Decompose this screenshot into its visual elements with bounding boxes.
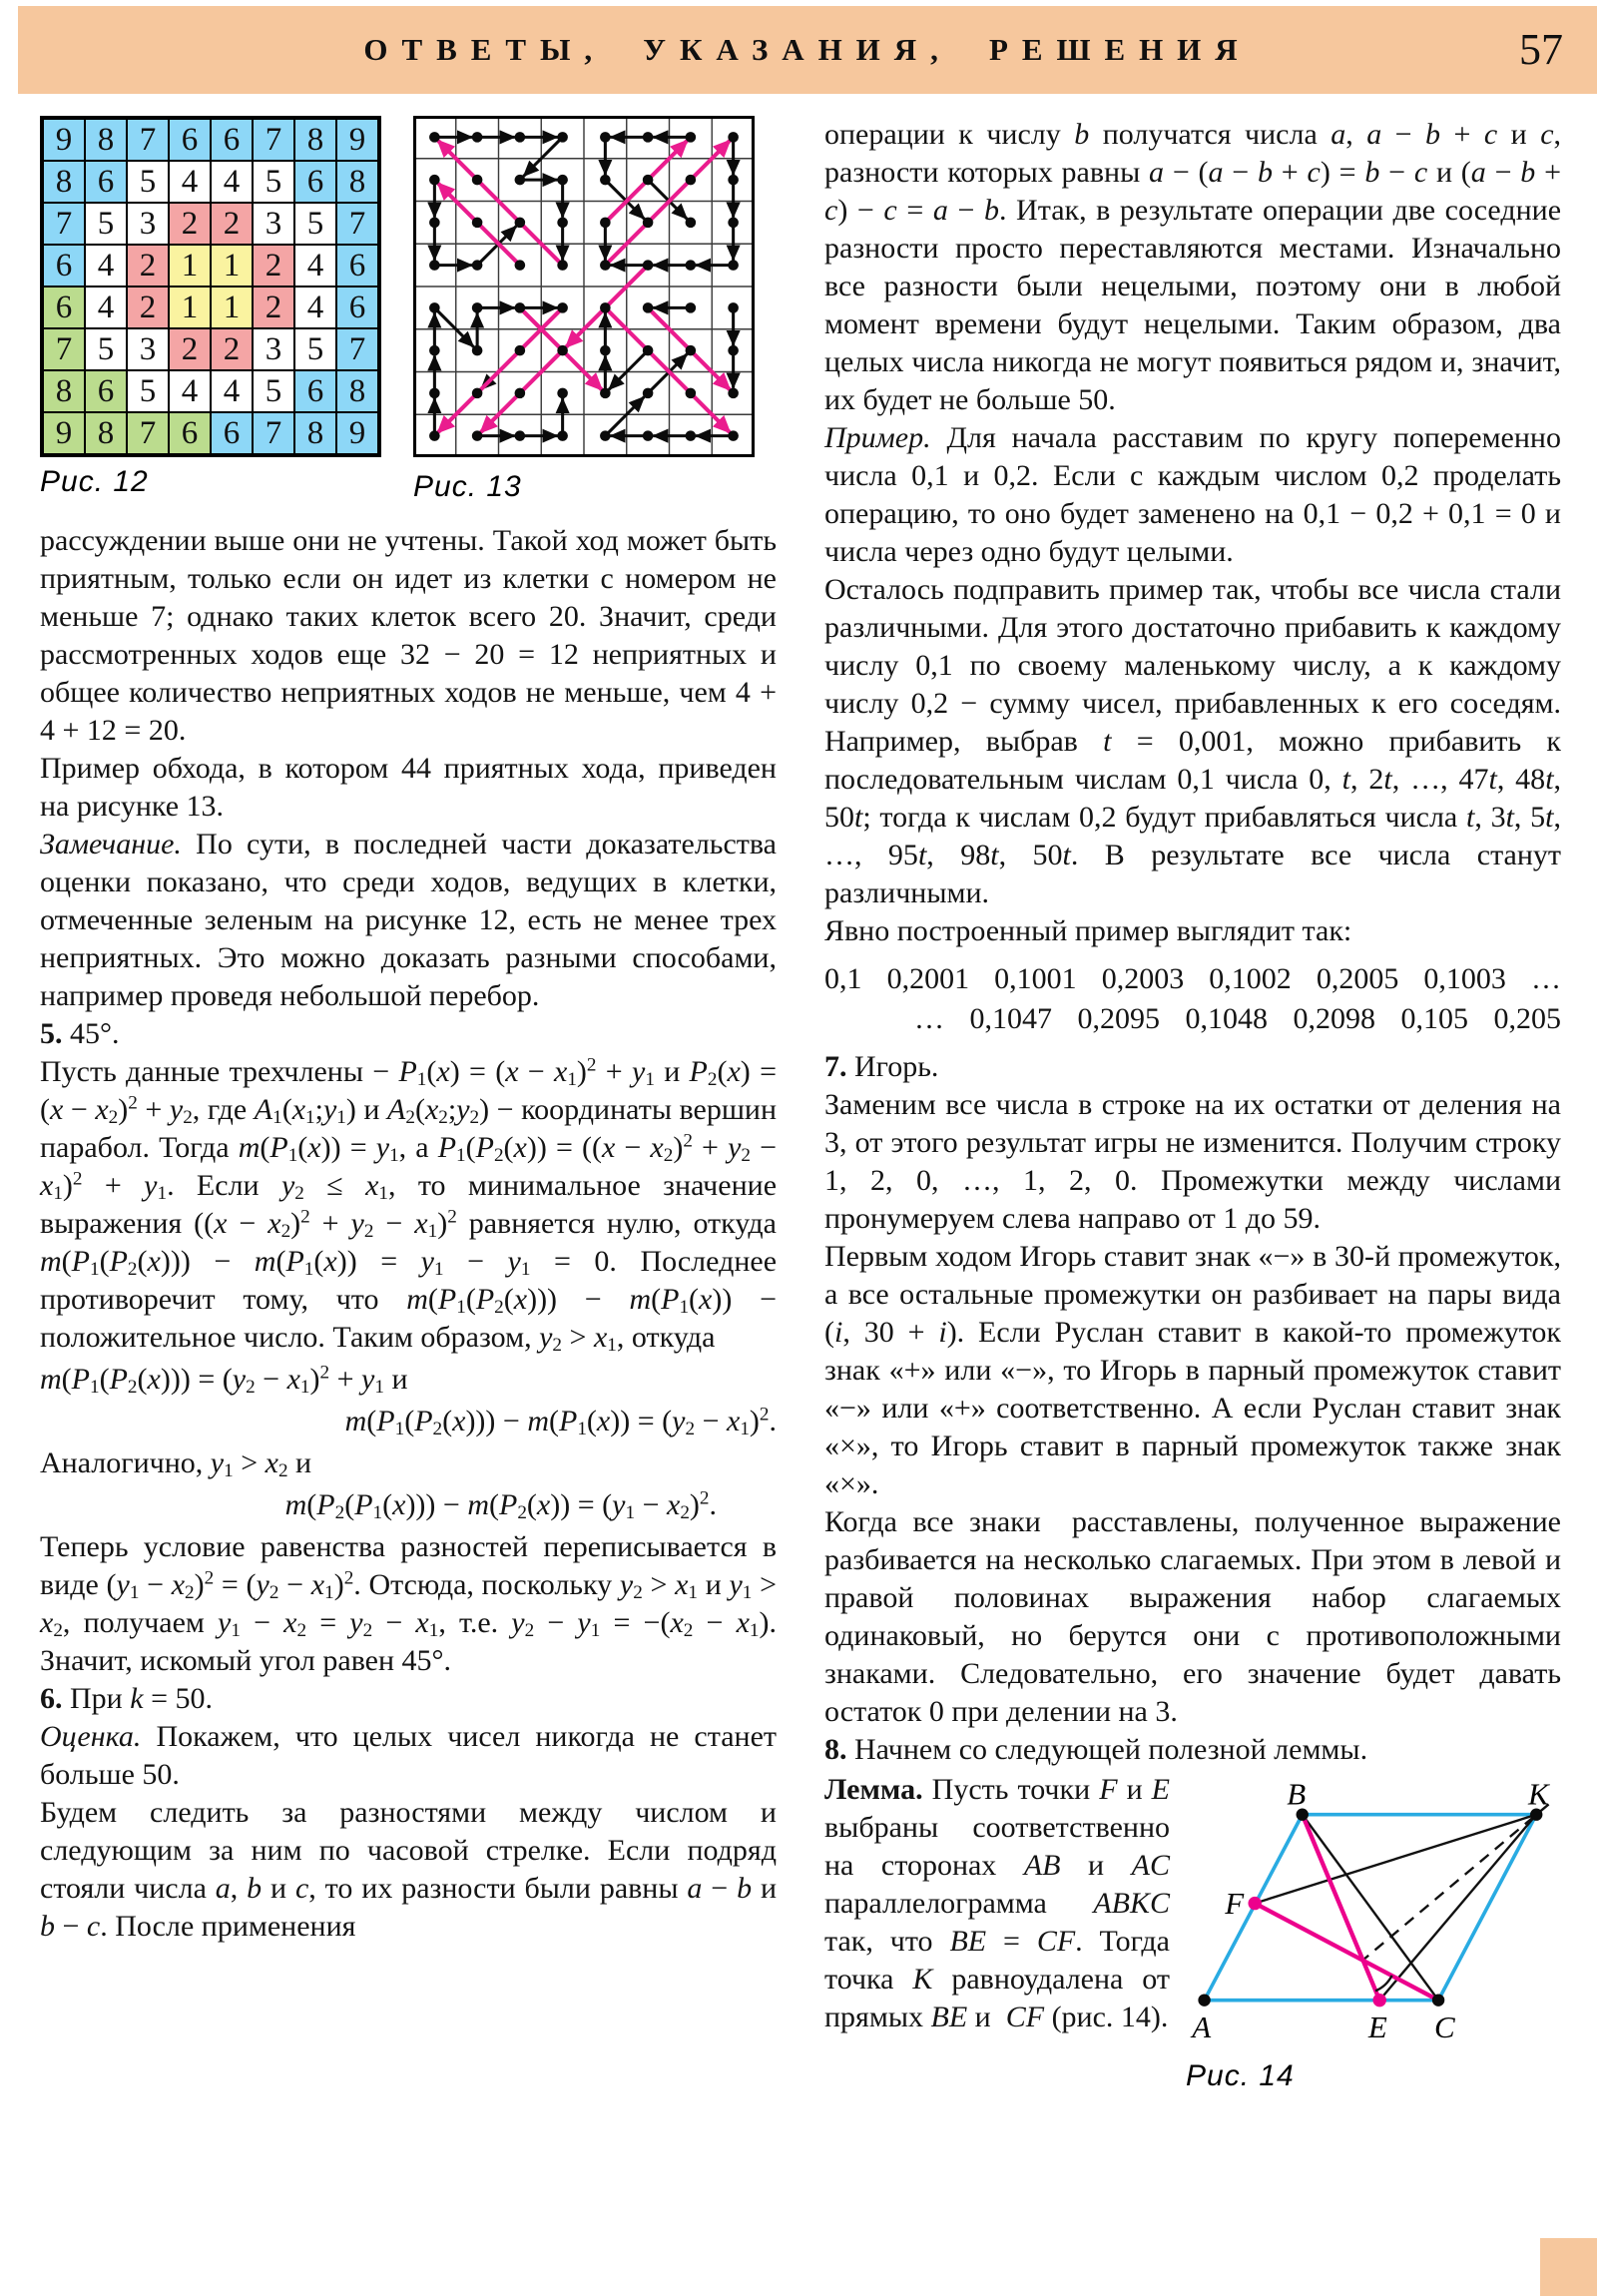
grid-cell: 5 [85,328,127,370]
figure-12-caption: Рис. 12 [40,465,149,498]
grid-cell: 8 [294,119,336,161]
grid-cell: 4 [211,161,253,203]
dashed-distance-line [1363,1804,1549,1960]
lemma-paragraph: Лемма. Пусть точки F и E выбраны соответственно на сторонах AB и AC параллелограмма ABKC так, что BE = CF. Тогда точка K равноудалена от прямых BE и CF (рис. 14). [824,1773,1171,2033]
remark-paragraph: Замечание. По сути, в последней части доказательства оценки показано, что среди ходов, ведущих в клетки, отмеченные зеленым на рисунке 12, есть не менее трех неприятных. Это можно доказать разными способами, например проведя небольшой перебор. [40,828,777,1012]
grid-cell: 8 [336,370,378,412]
grid-cell: 8 [43,161,85,203]
formula-line: $m(P_1(P_2(x))) - m(P_1(x)) = (y_2 - x_1)^2$. [344,1404,777,1440]
grid-cell: 6 [169,119,211,161]
grid-cell: 1 [169,287,211,328]
vertex-label-C: C [1433,2009,1455,2044]
vertex-label-A: A [1192,2009,1212,2044]
grid-cell: 4 [294,245,336,287]
paragraph: Явно построенный пример выглядит так: [824,914,1352,947]
grid-cell: 2 [253,245,294,287]
grid-cell: 3 [127,328,169,370]
grid-cell: 6 [85,161,127,203]
grid-cell: 2 [127,287,169,328]
grid-cell: 5 [253,161,294,203]
grid-cell: 7 [336,328,378,370]
solution-5: Пусть данные трехчлены − $P_1(x) = (x - x_1)^2 + y_1$ и $P_2(x) = (x - x_2)^2 + y_2$, где $A_1(x_1;y_1)$ и $A_2(x_2;y_2)$ − координаты вершин парабол. Тогда $m(P_1(x)) = y_1$, а $P_1(P_2(x)) = ((x - x_2)^2 + y_2 - x_1)^2 + y_1$. Если $y_2 \le x_1$, то минимальное значение выражения $((x - x_2)^2 + y_2 - x_1)^2$ равняется нулю, откуда $m(P_1(P_2(x))) - m(P_1(x)) = y_1 - y_1 = 0$. Последнее противоречит тому, что $m(P_1(P_2(x))) - m(P_1(x))$ − положительное число. Таким образом, $y_2 > x_1$, откуда [40,1054,778,1357]
grid-cell: 8 [43,370,85,412]
grid-cell: 4 [85,245,127,287]
answer-7: 7. Игорь. [824,1050,939,1083]
point-label-F: F [1225,1885,1245,1921]
number-sequence-line: … 0,1047 0,2095 0,1048 0,2098 0,105 0,205 [914,1002,1561,1035]
page-corner-tab [1540,2238,1597,2296]
grid-cell: 8 [294,412,336,454]
grid-cell: 6 [294,161,336,203]
parallelogram-figure [1186,1781,1561,2052]
grid-cell: 2 [211,203,253,245]
grid-cell: 2 [127,245,169,287]
paragraph: Осталось подправить пример так, чтобы все числа стали различными. Для этого достаточно прибавить к каждому числу 0,1 по своему маленькому числу, а к каждому числу 0,2 − сумму чисел, прибавленных к его соседям. Например, выбрав t = 0,001, можно прибавить к последовательным числам 0,1 числа 0, t, 2t, …, 47t, 48t, 50t; тогда к числам 0,2 будут прибавляться числа t, 3t, 5t, …, 95t, 98t, 50t. В результате все числа станут различными. [824,573,1562,909]
figure-14 [1186,1781,1561,2093]
grid-cell: 5 [127,161,169,203]
answer-5: 5. 45°. [40,1017,120,1050]
paragraph: рассуждении выше они не учтены. Такой ход может быть приятным, только если он идет из клетки с номером не меньше 7; однако таких клеток всего 20. Значит, среди рассмотренных ходов еще 32 − 20 = 12 неприятных и общее количество неприятных ходов не меньше, чем 4 + 4 + 12 = 20. [40,524,777,747]
paragraph: Будем следить за разностями между числом и следующим за ним по часовой стрелке. Если подряд стояли числа a, b и c, то их разности были равны a − b и b − c. После применения [40,1796,778,1943]
grid-cell: 7 [127,119,169,161]
grid-cell: 6 [294,370,336,412]
estimate-paragraph: Оценка. Покажем, что целых чисел никогда не станет больше 50. [40,1720,777,1791]
grid-cell: 5 [294,328,336,370]
paragraph: Когда все знаки расставлены, полученное выражение разбивается на несколько слагаемых. При этом в левой и правой половинах выражения набор слагаемых одинаковый, но берутся они с противоположными знаками. Следовательно, его значение будет давать остаток 0 при делении на 3. [824,1505,1561,1728]
example-paragraph: Пример. Для начала расставим по кругу попеременно числа 0,1 и 0,2. Если с каждым числом 0,2 проделать операцию, то оно будет заменено на 0,1 − 0,2 + 0,1 = 0 и числа через одно будут целыми. [824,421,1561,568]
grid-cell: 5 [85,203,127,245]
grid-cell: 7 [127,412,169,454]
page-header-title: ОТВЕТЫ, УКАЗАНИЯ, РЕШЕНИЯ [363,32,1252,67]
figure-12 [40,116,381,504]
grid-cell: 4 [169,370,211,412]
right-column-text [824,116,1561,1769]
grid-cell: 8 [336,161,378,203]
grid-cell: 9 [336,412,378,454]
number-grid-figure [40,116,381,457]
paragraph: Заменим все числа в строке на их остатки от деления на 3, от этого результат игры не изменится. Получим строку 1, 2, 0, …, 1, 2, 0. Промежутки между числами пронумеруем слева направо от 1 до 59. [824,1088,1561,1235]
grid-cell: 7 [43,328,85,370]
grid-cell: 2 [211,328,253,370]
left-column-text [40,522,777,1946]
grid-cell: 3 [253,328,294,370]
grid-cell: 3 [253,203,294,245]
formula-line: $m(P_1(P_2(x))) = (y_2 - x_1)^2 + y_1$ и [40,1362,408,1399]
number-sequence-line: 0,1 0,2001 0,1001 0,2003 0,1002 0,2005 0,1003 … [824,962,1561,995]
formula-line: $m(P_2(P_1(x))) - m(P_2(x)) = (y_1 - x_2)^2$. [284,1487,717,1524]
grid-cell: 9 [43,412,85,454]
grid-cell: 1 [211,245,253,287]
grid-cell: 5 [294,203,336,245]
page-number: 57 [1519,25,1563,74]
grid-cell: 6 [85,370,127,412]
grid-cell: 3 [127,203,169,245]
paragraph: Теперь условие равенства разностей переписывается в виде $(y_1 - x_2)^2 = (y_2 - x_1)^2$. Отсюда, поскольку $y_2 > x_1$ и $y_1 > x_2$, получаем $y_1 - x_2 = y_2 - x_1$, т.е. $y_2 - y_1 = -(x_2 - x_1)$. Значит, искомый угол равен 45°. [40,1530,778,1677]
grid-cell: 1 [169,245,211,287]
content-columns [40,116,1561,2093]
left-column [40,116,777,2093]
grid-cell: 2 [253,287,294,328]
grid-cell: 5 [127,370,169,412]
grid-cell: 1 [211,287,253,328]
grid-cell: 8 [85,412,127,454]
grid-cell: 4 [211,370,253,412]
grid-cell: 9 [43,119,85,161]
grid-cell: 6 [169,412,211,454]
grid-cell: 4 [85,287,127,328]
figure-14-caption: Рис. 14 [1186,2059,1295,2092]
grid-cell: 4 [169,161,211,203]
grid-cell: 6 [43,245,85,287]
grid-cell: 6 [336,245,378,287]
grid-cell: 7 [253,119,294,161]
paragraph: Пример обхода, в котором 44 приятных хода, приведен на рисунке 13. [40,752,777,823]
figures-row [40,116,777,504]
figure-13-caption: Рис. 13 [413,470,522,503]
grid-cell: 6 [211,412,253,454]
grid-cell: 8 [85,119,127,161]
vertex-label-K: K [1527,1781,1549,1812]
page-header [18,6,1597,94]
grid-cell: 7 [253,412,294,454]
grid-cell: 7 [43,203,85,245]
answer-6: 6. При k = 50. [40,1682,213,1715]
grid-cell: 6 [211,119,253,161]
grid-cell: 6 [43,287,85,328]
grid-cell: 2 [169,203,211,245]
grid-cell: 9 [336,119,378,161]
grid-cell: 6 [336,287,378,328]
grid-cell: 2 [169,328,211,370]
point-label-E: E [1367,2009,1387,2044]
figure-13 [413,116,755,504]
paragraph: Аналогично, $y_1 > x_2$ и [40,1446,312,1482]
grid-cell: 4 [294,287,336,328]
grid-cell: 5 [253,370,294,412]
answer-8: 8. Начнем со следующей полезной леммы. [824,1733,1368,1766]
paragraph: Первым ходом Игорь ставит знак «−» в 30-й промежуток, а все остальные промежутки он разбивает на пары вида (i, 30 + i). Если Руслан ставит в какой-то промежуток знак «+» или «−», то Игорь в парный промежуток ставит «−» или «+» соответственно. А если Руслан ставит знак «×», то Игорь ставит в парный промежуток также знак «×». [824,1240,1561,1500]
grid-cell: 7 [336,203,378,245]
tour-diagram-figure [413,116,755,457]
paragraph: операции к числу b получатся числа a, a − b + c и c, разности которых равны a − (a − b + c) = b − c и (a − b + c) − c = a − b. Итак, в результате операции две соседние разности просто переставляются местами. Изначально все разности были нецелыми, поэтому они в любой момент времени будут нецелыми. Таким образом, два целых числа никогда не могут появиться рядом и, значит, их будет не больше 50. [824,118,1562,416]
vertex-label-B: B [1287,1781,1307,1812]
right-column [824,116,1561,2093]
lemma-block [824,1771,1561,2092]
